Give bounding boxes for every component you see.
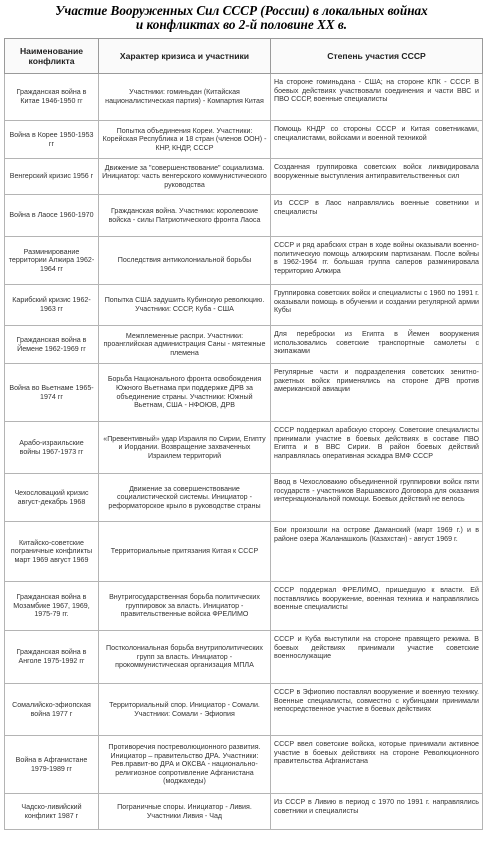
table-row [5,159,483,195]
ussr-participation: СССР поддержал арабскую сторону. Советские специалисты принимали участие в боевых действиях в составе ПВО Египта и в ВВС Сирии. В район боевых действий направлялась оперативная эскадра ВМФ СССР [271,422,483,474]
ussr-participation: СССР ввел советские войска, которые принимали активное участие в боевых действиях на стороне Революционного правительства Афганистана [271,736,483,794]
conflict-name: Гражданская война в Мозамбике 1967, 1969, 1975-79 гг. [5,582,99,631]
ussr-participation: На стороне гоминьдана - США; на стороне КПК - СССР. В боевых действиях участвовали соединения и части ВВС и ПВО СССР, военные специалисты [271,74,483,121]
conflict-name: Гражданская война в Йемене 1962-1969 гг [5,326,99,364]
ussr-participation: Для переброски из Египта в Йемен вооружения использовались советские транспортные самолеты с экипажами [271,326,483,364]
crisis-character: Участники: гоминьдан (Китайская националистическая партия) - Компартия Китая [99,74,271,121]
ussr-participation: Из СССР в Лаос направлялись военные советники и специалисты [271,195,483,237]
ussr-participation: СССР в Эфиопию поставлял вооружение и военную технику. Военные специалисты, совместно с кубинцами принимали непосредственное участие в боевых действиях [271,684,483,736]
crisis-character: Внутригосударственная борьба политических группировок за власть. Инициатор - правительственные войска ФРЕЛИМО [99,582,271,631]
ussr-participation: Бои произошли на острове Даманский (март 1969 г.) и в районе озера Жаланашколь (Казахстан) - август 1969 г. [271,522,483,582]
table-row [5,684,483,736]
conflict-name: Сомалийско-эфиопская война 1977 г [5,684,99,736]
ussr-participation: Помощь КНДР со стороны СССР и Китая советниками, специалистами, войсками и военной техникой [271,121,483,159]
crisis-character: Постколониальная борьба внутриполитических групп за власть. Инициатор - прокоммунистическая организация МПЛА [99,631,271,684]
conflict-name: Чехословацкий кризис август-декабрь 1968 [5,474,99,522]
conflict-name: Война в Лаосе 1960-1970 [5,195,99,237]
table-row [5,364,483,422]
crisis-character: Движение за совершенствование социалистической системы. Инициатор - реформаторское крыло в руководстве страны [99,474,271,522]
conflict-name: Война во Вьетнаме 1965-1974 гг [5,364,99,422]
crisis-character: Межплеменные распри. Участники: проанглийская администрация Саны - мятежные племена [99,326,271,364]
table-row [5,285,483,326]
table-row [5,422,483,474]
ussr-participation: СССР поддержал ФРЕЛИМО, пришедшую к власти. Ей поставлялись вооружение, военная техника и направлялись военные специалисты [271,582,483,631]
crisis-character: Противоречия постреволюционного развития. Инициатор – правительство ДРА. Участники: Рев.правит-во ДРА и ОКСВА - национально-религиозное сопротивление Афганистана (моджахеды) [99,736,271,794]
ussr-participation: Из СССР в Ливию в период с 1970 по 1991 г. направлялись советники и специалисты [271,794,483,830]
ussr-participation: СССР и Куба выступили на стороне правящего режима. В боевых действиях принимали участие советские военнослужащие [271,631,483,684]
table-row [5,326,483,364]
conflicts-table [4,38,483,830]
crisis-character: Последствия антиколониальной борьбы [99,237,271,285]
ussr-participation: Регулярные части и подразделения советских зенитно-ракетных войск применялись на стороне ДРВ против американской авиации [271,364,483,422]
table-row [5,237,483,285]
conflict-name: Гражданская война в Анголе 1975-1992 гг [5,631,99,684]
table-header-row [5,39,483,74]
table-row [5,74,483,121]
table-row [5,736,483,794]
table-row [5,582,483,631]
table-row [5,121,483,159]
table-row [5,195,483,237]
table-row [5,522,483,582]
crisis-character: Территориальные притязания Китая к СССР [99,522,271,582]
conflict-name: Война в Афганистане 1979-1989 гг [5,736,99,794]
header-conflict-name: Наименование конфликта [5,39,99,74]
ussr-participation: СССР и ряд арабских стран в ходе войны оказывали военно-политическую помощь алжирским партизанам. После войны в 1962-1964 гг. большая группа саперов разминировала территорию Алжира [271,237,483,285]
conflict-name: Гражданская война в Китае 1946-1950 гг [5,74,99,121]
title-line-1: Участие Вооруженных Сил СССР (России) в локальных войнах [55,3,428,18]
conflict-name: Китайско-советские пограничные конфликты март 1969 август 1969 [5,522,99,582]
conflict-name: Арабо-израильские войны 1967-1973 гг [5,422,99,474]
table-row [5,631,483,684]
conflict-name: Карибский кризис 1962-1963 гг [5,285,99,326]
crisis-character: Пограничные споры. Инициатор - Ливия. Участники Ливия - Чад [99,794,271,830]
crisis-character: Борьба Национального фронта освобождения Южного Вьетнама при поддержке ДРВ за объединение страны. Участники: Южный Вьетнам, США - НФОЮВ, ДРВ [99,364,271,422]
table-row [5,474,483,522]
conflict-name: Чадско-ливийский конфликт 1987 г [5,794,99,830]
table-row [5,794,483,830]
crisis-character: Попытка США задушить Кубинскую революцию. Участники: СССР, Куба - США [99,285,271,326]
crisis-character: Движение за "совершенствование" социализма. Инициатор: часть венгерского коммунистического руководства [99,159,271,195]
conflict-name: Разминирование территории Алжира 1962-1964 гг [5,237,99,285]
header-crisis-character: Характер кризиса и участники [99,39,271,74]
conflict-name: Война в Корее 1950-1953 гг [5,121,99,159]
crisis-character: «Превентивный» удар Израиля по Сирии, Египту и Иордании. Возвращение захваченных Израилем территорий [99,422,271,474]
page-title [0,4,483,32]
crisis-character: Попытка объединения Кореи. Участники: Корейская Республика и 18 стран (членов ООН) - КНР, КНДР, СССР [99,121,271,159]
title-line-2: и конфликтах во 2-й половине XX в. [135,17,348,32]
header-ussr-participation: Степень участия СССР [271,39,483,74]
crisis-character: Гражданская война. Участники: королевские войска - силы Патриотического фронта Лаоса [99,195,271,237]
ussr-participation: Группировка советских войск и специалисты с 1960 по 1991 г. оказывали помощь в обучении и создании регулярной армии Кубы [271,285,483,326]
ussr-participation: Созданная группировка советских войск ликвидировала вооруженные выступления антиправительственных сил [271,159,483,195]
crisis-character: Территориальный спор. Инициатор - Сомали. Участники: Сомали - Эфиопия [99,684,271,736]
ussr-participation: Ввод в Чехословакию объединенной группировки войск пяти государств - участников Варшавского Договора для оказания интернациональной помощи. Боевых действий не велось [271,474,483,522]
conflict-name: Венгерский кризис 1956 г [5,159,99,195]
